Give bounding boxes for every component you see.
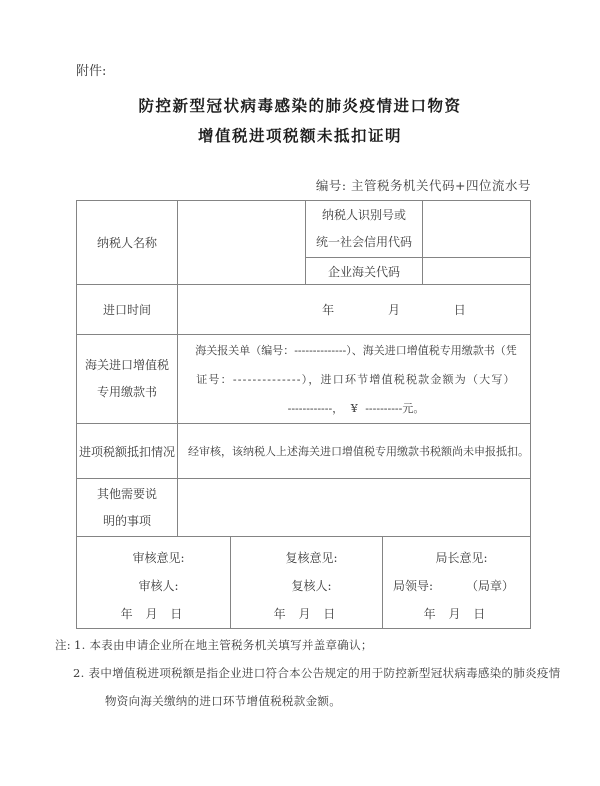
taxpayer-name-label: 纳税人名称 [77,201,178,285]
approval-table [76,536,531,629]
recheck-opinion-cell [231,537,383,629]
footnote-1 [55,637,373,653]
table-row [77,479,531,537]
taxpayer-id-value-cell [423,201,531,258]
table-row [77,335,531,424]
deduction-status-value-cell: 经审核，该纳税人上述海关进口增值税专用缴款书税额尚未申报抵扣。 [178,424,531,479]
document-title-line2: 增值税进项税额未抵扣证明 [197,126,402,145]
footnote-prefix: 注: [55,638,71,652]
other-notes-label [77,479,178,537]
payment-voucher-text-line1: 海关报关单（编号：--------------）、海关进口增值税专用缴款书（凭 [195,343,517,357]
customs-code-value-cell [423,258,531,285]
table-row [77,285,531,335]
recheck-date-line: 年 月 日 [273,607,336,621]
other-notes-value-cell [178,479,531,537]
director-signer-row [393,572,530,600]
taxpayer-id-label [306,201,423,258]
attachment-label: 附件: [76,64,107,79]
import-time-value-cell: 年 月 日 [178,285,531,335]
document-title-line1: 防控新型冠状病毒感染的肺炎疫情进口物资 [138,96,462,115]
other-notes-label-line1: 其他需要说 [96,486,157,501]
footnote-2-line2: 物资向海关缴纳的进口环节增值税税款金额。 [105,694,341,708]
table-row [77,424,531,479]
recheck-opinion-label: 复核意见: [285,551,338,565]
review-opinion-cell [77,537,231,629]
official-seal-note: （局章） [465,579,514,593]
other-notes-label-line2: 明的事项 [102,513,151,528]
serial-number-note: 编号: 主管税务机关代码+四位流水号 [315,178,531,193]
recheck-signer-label: 复核人: [291,579,332,593]
payment-voucher-label-line2: 专用缴款书 [96,385,157,399]
footnote-2-line1: 2. 表中增值税进项税额是指企业进口符合本公告规定的用于防控新型冠状病毒感染的肺炎疫情 [73,666,561,680]
taxpayer-id-label-line1: 纳税人识别号或 [321,208,406,222]
payment-voucher-label [77,335,178,424]
director-opinion-label: 局长意见: [435,551,488,565]
payment-voucher-label-line1: 海关进口增值税 [84,358,169,372]
director-signer-label: 局领导: [393,579,434,593]
director-date-line: 年 月 日 [423,607,486,621]
table-row [77,537,531,629]
taxpayer-id-label-line2: 统一社会信用代码 [315,235,412,249]
review-date-line: 年 月 日 [120,607,183,621]
review-signer-label: 审核人: [138,579,179,593]
taxpayer-name-value-cell [178,201,306,285]
payment-voucher-text-line2: 证号：--------------），进口环节增值税税款金额为（大写） [196,372,516,386]
payment-voucher-text-line3: ------------， ¥ ----------元。 [287,401,425,415]
customs-code-label: 企业海关代码 [306,258,423,285]
review-opinion-label: 审核意见: [132,551,185,565]
form-table [76,200,531,537]
deduction-status-label: 进项税额抵扣情况 [77,424,178,479]
table-row [77,201,531,258]
director-opinion-cell [383,537,531,629]
payment-voucher-content-cell [178,335,531,424]
footnote-1-text: 1. 本表由申请企业所在地主管税务机关填写并盖章确认； [73,638,373,652]
import-time-label: 进口时间 [77,285,178,335]
